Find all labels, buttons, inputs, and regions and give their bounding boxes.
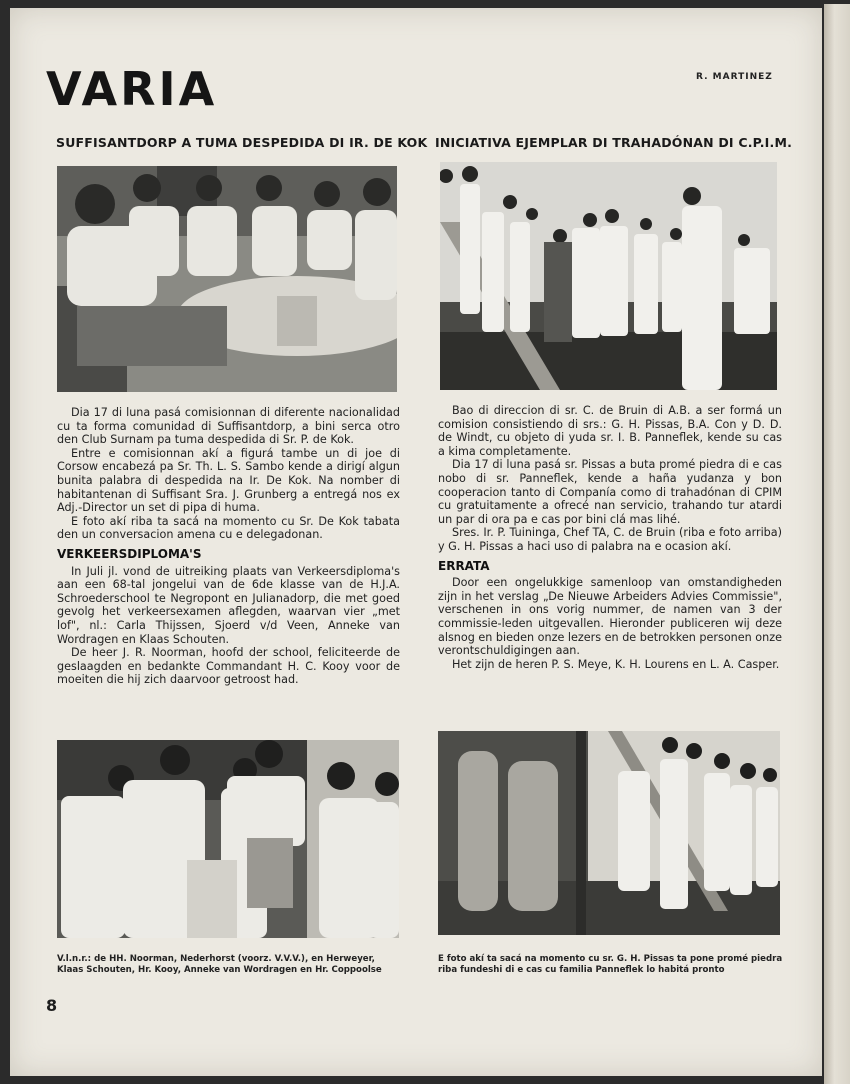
left-article-body xyxy=(57,406,400,687)
right-paragraph-5: Het zijn de heren P. S. Meye, K. H. Lourens en L. A. Casper. xyxy=(452,657,780,671)
left-photo-caption: V.l.n.r.: de HH. Noorman, Nederhorst (voorz. V.V.V.), en Herweyer, Klaas Schouten, Hr. Kooy, Anneke van Wordragen en Hr. Coppoolse xyxy=(57,954,382,975)
page-number: 8 xyxy=(46,996,58,1015)
verkeersdiploma-heading: VERKEERSDIPLOMA'S xyxy=(57,546,202,561)
page-title: VARIA xyxy=(46,62,218,116)
photo-cornerstone-laying xyxy=(438,731,780,935)
left-paragraph-3: E foto akí riba ta sacá na momento cu Sr. De Kok tabata den un conversacion amena cu e delegadonan. xyxy=(57,514,400,542)
magazine-spine xyxy=(824,4,850,1084)
left-paragraph-1: Dia 17 di luna pasá comisionnan di diferente nacionalidad cu ta forma comunidad di Suffisantdorp, a bini serca otro den Club Surnam pa tuma despedida di Sr. P. de Kok. xyxy=(57,406,400,447)
photo-club-surnam-farewell xyxy=(57,166,397,392)
photo-verkeersdiploma-ceremony xyxy=(57,740,399,938)
left-paragraph-5: De heer J. R. Noorman, hoofd der school, feliciteerde de geslaagden en bedankte Commandant H. C. Kooy voor de moeiten die hij zich daarvoor getroost had. xyxy=(57,646,400,687)
right-article-heading: INICIATIVA EJEMPLAR DI TRAHADÓNAN DI C.P.I.M. xyxy=(435,135,793,150)
right-paragraph-4: Door een ongelukkige samenloop van omstandigheden zijn in het verslag „De Nieuwe Arbeiders Advies Commissie", verschenen in ons vorig nummer, de namen van 3 der commissie-leden uitgevallen. Hieronder publiceren wij deze alsnog en bieden onze lezers en de betrokken personen onze verontschuldigingen aan. xyxy=(438,576,782,658)
author-byline: R. MARTINEZ xyxy=(696,72,773,82)
right-paragraph-1: Bao di direccion di sr. C. de Bruin di A.B. a ser formá un comision consistiendo di srs.: G. H. Pissas, B.A. Con y D. D. de Windt, cu objeto di yuda sr. I. B. Panneflek, kende su cas a kima completamente. xyxy=(438,404,782,458)
errata-heading: ERRATA xyxy=(438,558,490,573)
photo-cpim-workers-site xyxy=(440,162,777,390)
right-article-body xyxy=(438,404,782,671)
left-paragraph-4: In Juli jl. vond de uitreiking plaats van Verkeersdiploma's aan een 68-tal jongelui van de 6de klasse van de H.J.A. Schroederschool te Negropont en Julianadorp, die met goed gevolg het verkeersexamen aflegden, waarvan vier „met lof", nl.: Carla Thijssen, Sjoerd v/d Veen, Anneke van Wordragen en Klaas Schouten. xyxy=(57,564,400,646)
right-paragraph-2: Dia 17 di luna pasá sr. Pissas a buta promé piedra di e cas nobo di sr. Panneflek, kende a haña yudanza y bon cooperacion tanto di Companía como di trahadónan di CPIM cu gratuitamente a ofrecé nan servicio, trahando tur atardi un par di ora pa e cas por bini clá mas lihé. xyxy=(438,458,782,526)
right-photo-caption: E foto akí ta sacá na momento cu sr. G. H. Pissas ta pone promé piedra riba fundeshi di e cas cu familia Panneflek lo habitá pronto xyxy=(438,954,783,975)
left-paragraph-2: Entre e comisionnan akí a figurá tambe un di joe di Corsow encabezá pa Sr. Th. L. S. Sambo kende a dirigí algun bunita palabra di despedida na Ir. De Kok. Na nomber di habitantenan di Suffisant Sra. J. Grunberg a entregá nos ex Adj.-Director un set di pipa di huma. xyxy=(57,446,400,515)
left-article-heading: SUFFISANTDORP A TUMA DESPEDIDA DI IR. DE KOK xyxy=(56,135,428,150)
right-paragraph-3: Sres. Ir. P. Tuininga, Chef TA, C. de Bruin (riba e foto arriba) y G. H. Pissas a haci uso di palabra na e ocasion akí. xyxy=(438,526,782,553)
